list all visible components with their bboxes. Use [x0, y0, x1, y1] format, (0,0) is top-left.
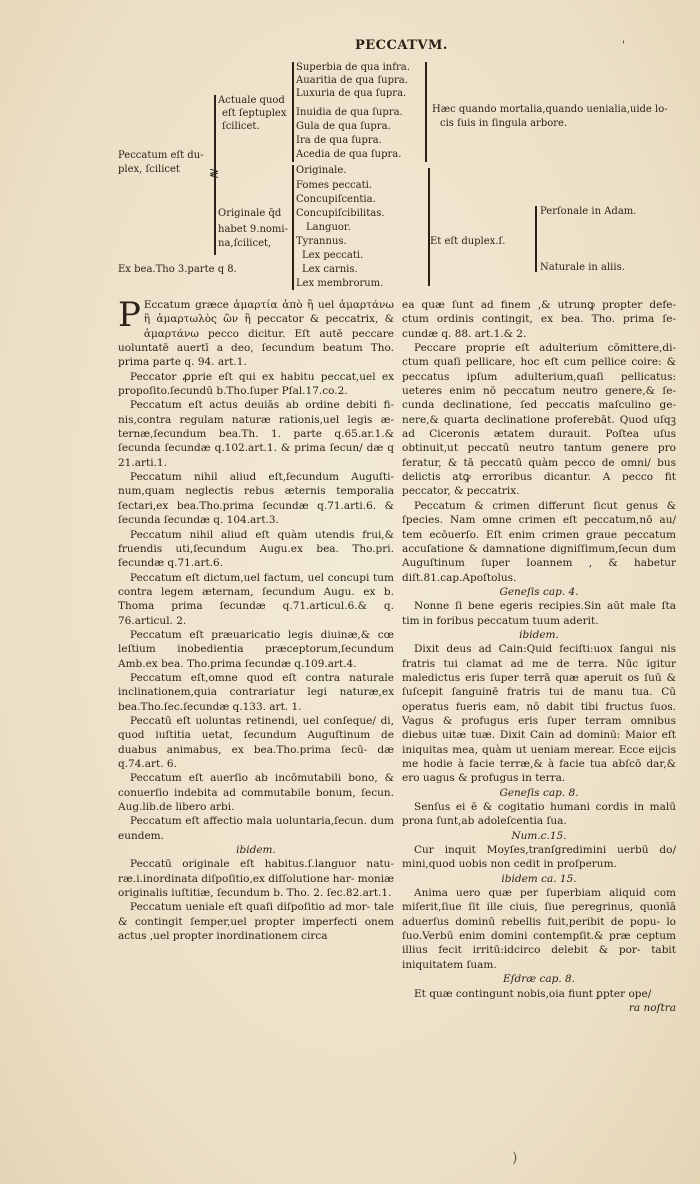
originale-line1: Originale q̄d — [218, 208, 282, 219]
tree-root-line1: Peccatum eſt du- — [118, 150, 204, 161]
paragraph: Peccatum eſt,omne quod eſt contra naturale inclinationem,quia contrariatur legi naturæ,ex bea.Tho.ſec.ſecundæ q.133. art. 1. — [118, 671, 394, 713]
sins-note-line1: Hæc quando mortalia,quando uenialia,uide lo- — [432, 104, 668, 115]
sin-classification-tree: Peccatum eſt du- plex, ſcilicet ≷ Actuale quod eſt ſeptuplex ſcilicet. Superbia de qua infra. Auaritia de qua ſupra. Luxuria de qua ſupra. Inuidia de qua ſupra. Gula de qua ſupra. Ira de qua ſupra. Acedia de qua ſupra. Hæc quando mortalia,quando uenialia,uide lo- cis ſuis in ſingula arbore. Originale q̄d habet 9.nomi- na,ſcilicet, Originale. Fomes peccati. Concupiſcentia. Concupiſcibilitas. Languor. Tyrannus. Lex peccati. Lex carnis. Lex membrorum. Et eſt duplex.ſ. Perſonale in Adam. Naturale in aliis. Ex bea.Tho 3.parte q 8. — [118, 62, 668, 289]
reference: ibidem. — [236, 844, 276, 857]
paragraph: Peccare proprie eſt adulterium cōmittere,di- ctum quaſi pellicare, hoc eſt cum pellice coire: & peccatus ipſum adulterium,quaſi pellicatus: ueteres enim nō peccatum neutro genere,& ſe- cunda declinatione, ſed peccatis maſculino ge- nere,& quarta declinatione proferebāt. Quod uſqꝫ ad Ciceronis ætatem durauit. Poſtea uſus obtinuit,ut peccatū neutro tantum genere pro feratur, & tā peccatū quàm pecco de omni/ bus delictis atꝙ erroribus dicantur. A pecco fit peccator, & peccatrix. — [402, 342, 676, 498]
paragraph: Peccatum nihil aliud eſt quàm utendis frui,& fruendis uti,ſecundum Augu.ex bea. Tho.pri. ſecundæ q.71.art.6. — [118, 528, 394, 570]
sin-acedia: Acedia de qua ſupra. — [296, 149, 402, 160]
running-head: PECCATVM. — [355, 38, 448, 53]
reference: Geneſis cap. 4. — [499, 585, 579, 598]
duplex-brace — [535, 206, 537, 272]
sin-luxuria: Luxuria de qua ſupra. — [296, 88, 407, 99]
paragraph: ea quæ ſunt ad finem ,& utrunꝙ propter defe- ctum ordinis contingit, ex bea. Tho. prima ſe- cundæ q. 88. art.1.& 2. — [402, 299, 676, 340]
actuale-brace — [292, 62, 294, 162]
sins-right-brace — [425, 62, 427, 162]
originale-item: Lex peccati. — [302, 250, 364, 261]
drop-cap-p: P — [118, 295, 141, 335]
duplex-item: Perſonale in Adam. — [540, 206, 637, 217]
originale-item: Tyrannus. — [296, 236, 347, 247]
paragraph: Peccatum eſt affectio mala uoluntaria,ſecun. dum eundem. — [118, 815, 394, 842]
originale-line3: na,ſcilicet, — [218, 238, 272, 249]
duplex-item: Naturale in aliis. — [540, 262, 625, 273]
paragraph: Peccatum eſt actus deuiās ab ordine debiti fi- nis,contra regulam naturæ rationis,uel legis æ- ternæ,ſecundum bea.Th. 1. parte q.65.ar.1.& ſecunda ſecundæ q.102.art.1. & prima ſecun/ dæ q 21.arti.1. — [118, 399, 394, 469]
originale-item: Originale. — [296, 165, 347, 176]
paragraph: Peccatū eſt uoluntas retinendi, uel conſeque/ di, quod iuſtitia uetat, ſecundum Auguſtinum de duabus animabus, ex bea.Tho.prima ſecū- dæ q.74.art. 6. — [118, 714, 394, 770]
sin-ira: Ira de qua ſupra. — [296, 135, 382, 146]
paragraph: Anima uero quæ per ſuperbiam aliquid com miſerit,ſiue ſit ille ciuis, ſiue peregrinus, quonīā aduerſus dominū rebellis fuit,peribit de popu- lo ſuo.Verbū enim domini contempſit.& præ ceptum illius fecit irritū:idcirco delebit & por- tabit iniquitatem ſuam. — [402, 887, 676, 971]
duplex-label: Et eſt duplex.ſ. — [430, 236, 506, 247]
page-blemish: ) — [512, 1150, 518, 1166]
right-column — [402, 298, 676, 1015]
paragraph: Nonne ſi bene egeris recipies.Sin aūt male ſta tim in foribus peccatum tuum aderit. — [402, 600, 676, 627]
paragraph: Peccatum nihil aliud eſt,ſecundum Auguſti- num,quam neglectis rebus æternis temporalia ſectari,ex bea.Tho.prima ſecundæ q.71.arti.6. & ſecunda ſecundæ q. 104.art.3. — [118, 471, 394, 527]
tree-root-line2: plex, ſcilicet — [118, 164, 180, 175]
paragraph: Peccatum ueniale eſt quaſi diſpoſitio ad mor- tale & contingit ſemper,uel propter imperfecti onem actus ,uel propter inordinationem circa — [118, 901, 394, 943]
sin-inuidia: Inuidia de qua ſupra. — [296, 107, 403, 118]
paragraph: Peccator ꝓprie eſt qui ex habitu peccat,uel ex propoſito.ſecundū b.Tho.ſuper Pſal.17.co.2. — [118, 370, 394, 398]
paragraph: Peccatum eſt auerſio ab incōmutabili bono, & conuerſio indebita ad commutabile bonum, ſecun. Aug.lib.de libero arbi. — [118, 772, 394, 814]
sin-superbia: Superbia de qua infra. — [296, 62, 410, 73]
originale-item: Lex carnis. — [302, 264, 358, 275]
left-column — [118, 295, 394, 943]
paragraph: Peccatū originale eſt habitus.ſ.languor natu- ræ.i.inordinata diſpoſitio,ex diſſolutione har- moniæ originalis iuſtitiæ, ſecundum b. Tho. 2. ſec.82.art.1. — [118, 858, 394, 900]
actuale-line2: eſt ſeptuplex — [222, 108, 287, 119]
corner-mark: ' — [622, 40, 625, 51]
originale-item: Lex membrorum. — [296, 278, 384, 289]
reference: Geneſis cap. 8. — [499, 786, 579, 799]
originale-item: Concupiſcentia. — [296, 194, 376, 205]
bottom-corner-note: ra noſtra — [628, 1001, 676, 1014]
reference: Eſdræ cap. 8. — [502, 973, 576, 986]
sin-gula: Gula de qua ſupra. — [296, 121, 391, 132]
reference: ibidem ca. 15. — [501, 872, 577, 885]
paragraph: P Eccatum græce ἁμαρτία ἀπὸ ἢ uel ἁμαρτάνω ἢ ἁμαρτωλὸς ὢν ἢ peccator & peccatrix, & ἁμαρτάνω pecco dicitur. Eſt autē peccare uoluntatē auertī a deo, ſecundum beatum Tho. prima parte q. 94. art.1. — [118, 295, 394, 369]
originale-item: Fomes peccati. — [296, 180, 373, 191]
originale-item: Concupiſcibilitas. — [296, 208, 385, 219]
paragraph: Dixit deus ad Cain:Quid feciſti:uox ſangui nis fratris tui clamat ad me de terra. Nūc igitur maledictus eris ſuper terrā quæ aperuit os ſuū & ſuſcepit ſanguinē fratris tui de manu tua. Cū operatus fueris eam, nō dabit tibi fructus ſuos. Vagus & profugus eris ſuper terram omnibus diebus uitæ tuæ. Dixit Cain ad dominū: Maior eſt iniquitas mea, quàm ut ueniam merear. Ecce eijcis me hodie à facie terræ,& à facie tua abſcō dar,& ero uagus & profugus in terra. — [402, 643, 676, 785]
originale-right-brace — [428, 168, 430, 286]
sin-auaritia: Auaritia de qua ſupra. — [296, 75, 408, 86]
actuale-line1: Actuale quod — [218, 95, 285, 106]
paragraph: Peccatum eſt dictum,uel factum, uel concupi tum contra legem æternam, ſecundum Augu. ex b. Thoma prima ſecundæ q.71.articul.6.& q. 76.articul. 2. — [118, 571, 394, 627]
reference: Num.c.15. — [511, 829, 567, 842]
originale-brace — [292, 165, 294, 290]
originale-item: Languor. — [306, 222, 351, 233]
tree-source: Ex bea.Tho 3.parte q 8. — [118, 264, 237, 275]
originale-line2: habet 9.nomi- — [218, 224, 288, 235]
paragraph: Senſus ei ē & cogitatio humani cordis in malū prona ſunt,ab adoleſcentia ſua. — [402, 801, 676, 828]
paragraph: Cur inquit Moyſes,tranſgredimini uerbū do/ mini,quod uobis non cedit in proſperum. — [402, 844, 676, 871]
reference: ibidem. — [519, 628, 559, 641]
sins-note-line2: cis ſuis in ſingula arbore. — [440, 118, 568, 129]
paragraph: Peccatum eſt præuaricatio legis diuinæ,& cœ leſtium inobedientia præceptorum,ſecundum Amb.ex bea. Tho.prima ſecundæ q.109.art.4. — [118, 628, 394, 670]
actuale-line3: ſcilicet. — [222, 121, 260, 132]
paragraph: Et quæ contingunt nobis,oia fiunt ꝑpter ope/ — [414, 987, 652, 1000]
paragraph: Peccatum & crimen differunt ſicut genus & ſpecies. Nam omne crimen eſt peccatum,nō au/ tem ecōuerſo. Eſt enim crimen graue peccatum accuſatione & damnatione digniſſimum,ſecun dum Auguſtinum ſuper Ioannem , & habetur diſt.81.cap.Apoſtolus. — [402, 499, 676, 584]
